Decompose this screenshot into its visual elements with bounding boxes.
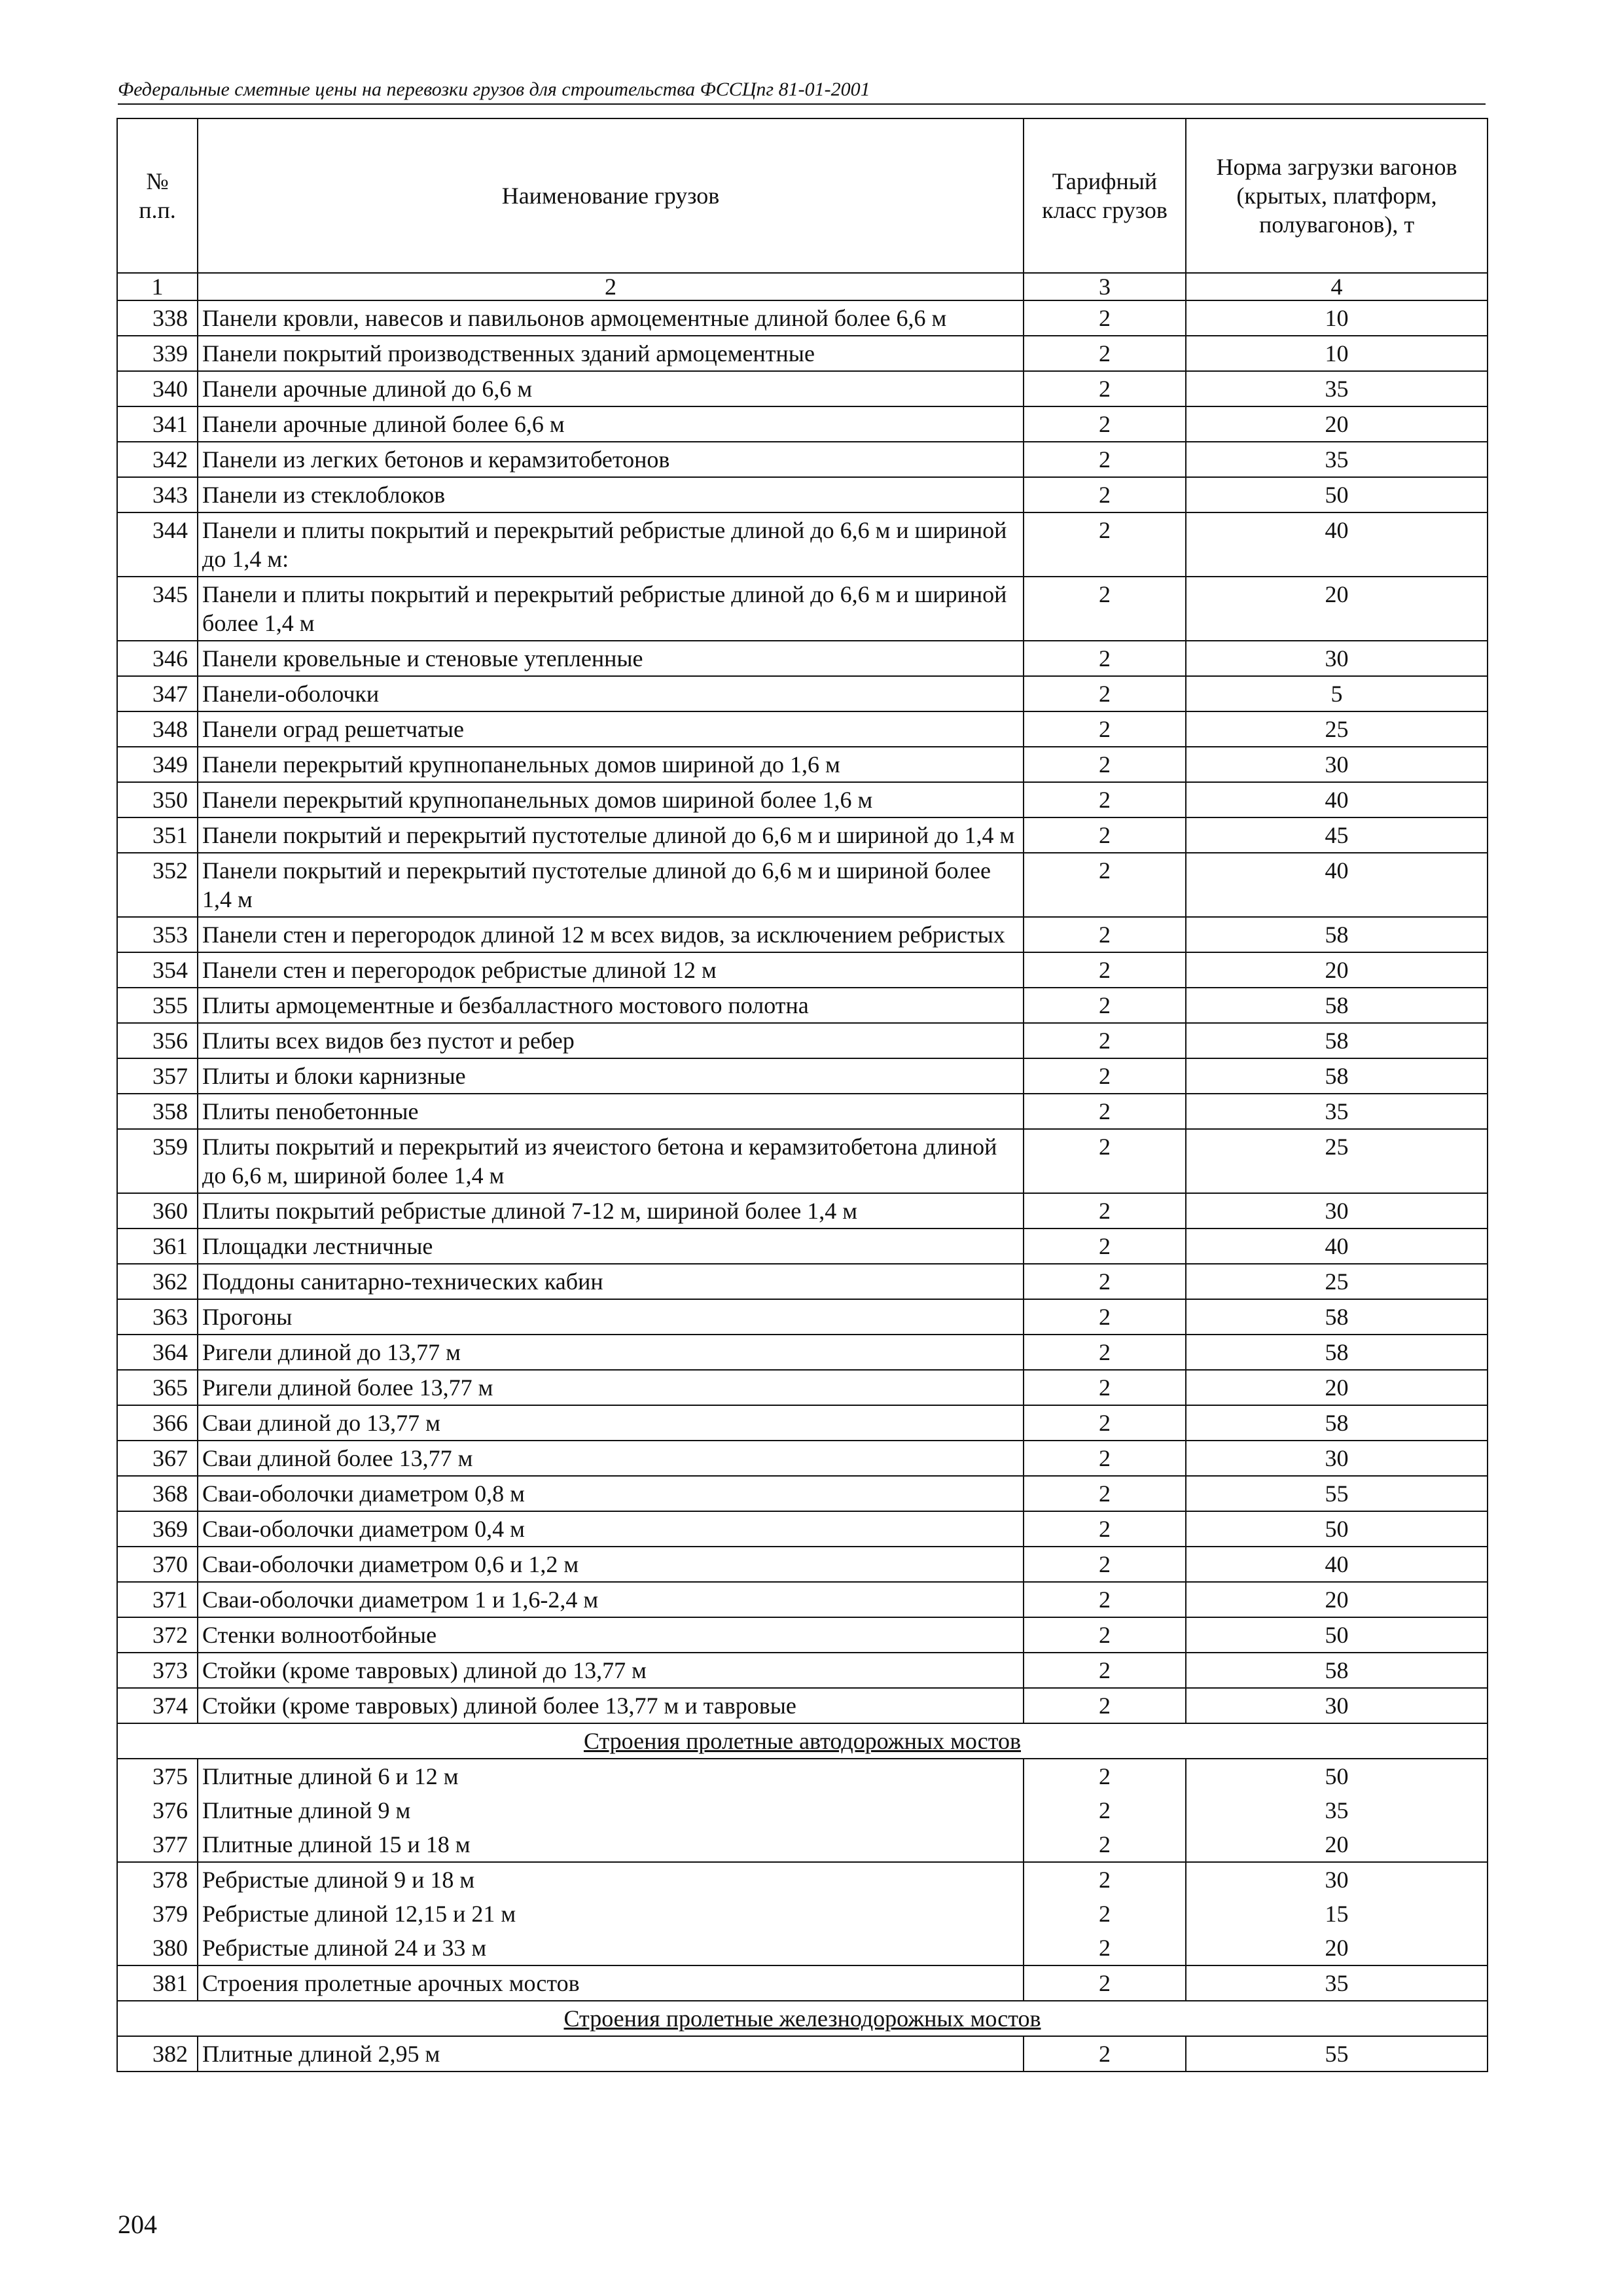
cargo-name: Плиты пенобетонные bbox=[198, 1094, 1024, 1129]
cargo-name: Панели перекрытий крупнопанельных домов шириной более 1,6 м bbox=[198, 782, 1024, 817]
row-number: 372 bbox=[117, 1617, 198, 1653]
tariff-class: 2 bbox=[1024, 1897, 1186, 1931]
tariff-class: 2 bbox=[1024, 336, 1186, 371]
tariff-class: 2 bbox=[1024, 1370, 1186, 1405]
tariff-class: 2 bbox=[1024, 371, 1186, 406]
row-number: 351 bbox=[117, 817, 198, 853]
table-row bbox=[117, 1965, 1488, 2001]
row-number: 363 bbox=[117, 1299, 198, 1335]
row-number: 378 bbox=[117, 1862, 198, 1897]
table-header-row bbox=[117, 118, 1488, 273]
table-row bbox=[117, 1264, 1488, 1299]
row-number: 361 bbox=[117, 1229, 198, 1264]
row-number: 382 bbox=[117, 2036, 198, 2072]
auto-group-ribbed bbox=[117, 1862, 1488, 1965]
row-number: 380 bbox=[117, 1931, 198, 1965]
cargo-name: Панели арочные длиной до 6,6 м bbox=[198, 371, 1024, 406]
table-row bbox=[117, 952, 1488, 988]
cargo-name: Панели и плиты покрытий и перекрытий ребристые длиной до 6,6 м и шириной более 1,4 м bbox=[198, 577, 1024, 641]
tariff-class: 2 bbox=[1024, 512, 1186, 577]
load-norm: 30 bbox=[1186, 641, 1488, 676]
cargo-name: Плиты всех видов без пустот и ребер bbox=[198, 1023, 1024, 1058]
cargo-name: Плиты армоцементные и безбалластного мостового полотна bbox=[198, 988, 1024, 1023]
cargo-name: Панели оград решетчатые bbox=[198, 711, 1024, 747]
cargo-name: Панели-оболочки bbox=[198, 676, 1024, 711]
table-row bbox=[117, 853, 1488, 917]
row-number: 346 bbox=[117, 641, 198, 676]
column-number-row bbox=[117, 273, 1488, 300]
table-row bbox=[117, 371, 1488, 406]
tariff-class: 2 bbox=[1024, 1547, 1186, 1582]
load-norm: 10 bbox=[1186, 300, 1488, 336]
page-number: 204 bbox=[118, 2210, 157, 2239]
tariff-class: 2 bbox=[1024, 477, 1186, 512]
row-number: 365 bbox=[117, 1370, 198, 1405]
table-row bbox=[117, 1653, 1488, 1688]
tariff-class: 2 bbox=[1024, 1653, 1186, 1688]
table-row bbox=[117, 1897, 1488, 1931]
load-norm: 20 bbox=[1186, 1827, 1488, 1862]
load-norm: 58 bbox=[1186, 1405, 1488, 1441]
tail-rows bbox=[117, 1965, 1488, 2072]
load-norm: 35 bbox=[1186, 1965, 1488, 2001]
table-row bbox=[117, 477, 1488, 512]
row-number: 353 bbox=[117, 917, 198, 952]
cargo-name: Панели перекрытий крупнопанельных домов шириной до 1,6 м bbox=[198, 747, 1024, 782]
row-number: 368 bbox=[117, 1476, 198, 1511]
row-number: 369 bbox=[117, 1511, 198, 1547]
row-number: 348 bbox=[117, 711, 198, 747]
row-number: 345 bbox=[117, 577, 198, 641]
table-row bbox=[117, 1094, 1488, 1129]
cargo-name: Панели покрытий и перекрытий пустотелые длиной до 6,6 м и шириной более 1,4 м bbox=[198, 853, 1024, 917]
table-row bbox=[117, 676, 1488, 711]
tariff-class: 2 bbox=[1024, 1264, 1186, 1299]
tariff-class: 2 bbox=[1024, 1511, 1186, 1547]
table-row bbox=[117, 917, 1488, 952]
load-norm: 40 bbox=[1186, 853, 1488, 917]
tariff-class: 2 bbox=[1024, 676, 1186, 711]
section-heading: Строения пролетные автодорожных мостов bbox=[117, 1723, 1488, 1759]
cargo-name: Ребристые длиной 12,15 и 21 м bbox=[198, 1897, 1024, 1931]
row-number: 349 bbox=[117, 747, 198, 782]
cargo-name: Панели и плиты покрытий и перекрытий ребристые длиной до 6,6 м и шириной до 1,4 м: bbox=[198, 512, 1024, 577]
load-norm: 35 bbox=[1186, 442, 1488, 477]
load-norm: 30 bbox=[1186, 1193, 1488, 1229]
section-heading-row bbox=[117, 2001, 1488, 2036]
cargo-name: Сваи-оболочки диаметром 0,6 и 1,2 м bbox=[198, 1547, 1024, 1582]
table-row bbox=[117, 1582, 1488, 1617]
row-number: 367 bbox=[117, 1441, 198, 1476]
cargo-name: Стенки волноотбойные bbox=[198, 1617, 1024, 1653]
tariff-class: 2 bbox=[1024, 406, 1186, 442]
row-number: 357 bbox=[117, 1058, 198, 1094]
load-norm: 20 bbox=[1186, 1370, 1488, 1405]
load-norm: 40 bbox=[1186, 782, 1488, 817]
table-row bbox=[117, 988, 1488, 1023]
table-row bbox=[117, 1617, 1488, 1653]
cargo-name: Строения пролетные арочных мостов bbox=[198, 1965, 1024, 2001]
load-norm: 30 bbox=[1186, 1862, 1488, 1897]
tariff-class: 2 bbox=[1024, 1023, 1186, 1058]
tariff-class: 2 bbox=[1024, 1617, 1186, 1653]
table-row bbox=[117, 577, 1488, 641]
tariff-class: 2 bbox=[1024, 1827, 1186, 1862]
tariff-class: 2 bbox=[1024, 1335, 1186, 1370]
table-row bbox=[117, 747, 1488, 782]
header-rule bbox=[118, 103, 1486, 105]
tariff-class: 2 bbox=[1024, 782, 1186, 817]
cargo-name: Прогоны bbox=[198, 1299, 1024, 1335]
row-number: 379 bbox=[117, 1897, 198, 1931]
load-norm: 20 bbox=[1186, 952, 1488, 988]
cargo-name: Стойки (кроме тавровых) длиной более 13,77 м и тавровые bbox=[198, 1688, 1024, 1723]
tariff-class: 2 bbox=[1024, 747, 1186, 782]
tariff-class: 2 bbox=[1024, 917, 1186, 952]
table-row bbox=[117, 711, 1488, 747]
load-norm: 45 bbox=[1186, 817, 1488, 853]
cargo-name: Панели арочные длиной более 6,6 м bbox=[198, 406, 1024, 442]
tariff-class: 2 bbox=[1024, 1931, 1186, 1965]
table-row bbox=[117, 336, 1488, 371]
load-norm: 30 bbox=[1186, 747, 1488, 782]
tariff-class: 2 bbox=[1024, 1965, 1186, 2001]
cargo-name: Сваи-оболочки диаметром 1 и 1,6-2,4 м bbox=[198, 1582, 1024, 1617]
load-norm: 58 bbox=[1186, 988, 1488, 1023]
table-row bbox=[117, 1547, 1488, 1582]
table-row bbox=[117, 1476, 1488, 1511]
load-norm: 50 bbox=[1186, 1617, 1488, 1653]
cargo-name: Плитные длиной 9 м bbox=[198, 1793, 1024, 1827]
load-norm: 58 bbox=[1186, 1023, 1488, 1058]
load-norm: 58 bbox=[1186, 1653, 1488, 1688]
row-number: 339 bbox=[117, 336, 198, 371]
tariff-class: 2 bbox=[1024, 711, 1186, 747]
tariff-class: 2 bbox=[1024, 853, 1186, 917]
row-number: 370 bbox=[117, 1547, 198, 1582]
table-row bbox=[117, 1370, 1488, 1405]
col-norm-header: Норма загрузки вагонов (крытых, платформ, полувагонов), т bbox=[1186, 118, 1488, 273]
cargo-name: Панели кровли, навесов и павильонов армоцементные длиной более 6,6 м bbox=[198, 300, 1024, 336]
table-row bbox=[117, 1129, 1488, 1193]
table-row bbox=[117, 1759, 1488, 1793]
cargo-name: Панели кровельные и стеновые утепленные bbox=[198, 641, 1024, 676]
table-row bbox=[117, 1511, 1488, 1547]
load-norm: 35 bbox=[1186, 1094, 1488, 1129]
load-norm: 55 bbox=[1186, 2036, 1488, 2072]
load-norm: 55 bbox=[1186, 1476, 1488, 1511]
tariff-class: 2 bbox=[1024, 1582, 1186, 1617]
load-norm: 30 bbox=[1186, 1688, 1488, 1723]
row-number: 347 bbox=[117, 676, 198, 711]
table-row bbox=[117, 442, 1488, 477]
row-number: 340 bbox=[117, 371, 198, 406]
tariff-class: 2 bbox=[1024, 442, 1186, 477]
auto-bridges-section bbox=[117, 1723, 1488, 1759]
tariff-class: 2 bbox=[1024, 1476, 1186, 1511]
tariff-class: 2 bbox=[1024, 817, 1186, 853]
table-row bbox=[117, 406, 1488, 442]
row-number: 377 bbox=[117, 1827, 198, 1862]
tariff-class: 2 bbox=[1024, 1688, 1186, 1723]
tariff-class: 2 bbox=[1024, 988, 1186, 1023]
tariff-class: 2 bbox=[1024, 1129, 1186, 1193]
tariff-class: 2 bbox=[1024, 1229, 1186, 1264]
tariff-class: 2 bbox=[1024, 1193, 1186, 1229]
section-heading: Строения пролетные железнодорожных мостов bbox=[117, 2001, 1488, 2036]
row-number: 381 bbox=[117, 1965, 198, 2001]
section-heading-row bbox=[117, 1723, 1488, 1759]
cargo-name: Плитные длиной 6 и 12 м bbox=[198, 1759, 1024, 1793]
auto-group-slab bbox=[117, 1759, 1488, 1862]
row-number: 342 bbox=[117, 442, 198, 477]
row-number: 352 bbox=[117, 853, 198, 917]
tariff-class: 2 bbox=[1024, 1405, 1186, 1441]
load-norm: 58 bbox=[1186, 1335, 1488, 1370]
tariff-class: 2 bbox=[1024, 1058, 1186, 1094]
cargo-name: Сваи длиной более 13,77 м bbox=[198, 1441, 1024, 1476]
table-row bbox=[117, 1023, 1488, 1058]
cargo-name: Сваи длиной до 13,77 м bbox=[198, 1405, 1024, 1441]
cargo-name: Плиты покрытий и перекрытий из ячеистого бетона и керамзитобетона длиной до 6,6 м, шириной более 1,4 м bbox=[198, 1129, 1024, 1193]
load-norm: 20 bbox=[1186, 1931, 1488, 1965]
load-norm: 20 bbox=[1186, 577, 1488, 641]
tariff-class: 2 bbox=[1024, 1793, 1186, 1827]
col-number: 1 bbox=[117, 273, 198, 300]
cargo-name: Плиты и блоки карнизные bbox=[198, 1058, 1024, 1094]
load-norm: 58 bbox=[1186, 1299, 1488, 1335]
row-number: 354 bbox=[117, 952, 198, 988]
row-number: 375 bbox=[117, 1759, 198, 1793]
table-row bbox=[117, 1299, 1488, 1335]
load-norm: 58 bbox=[1186, 1058, 1488, 1094]
row-number: 364 bbox=[117, 1335, 198, 1370]
row-number: 376 bbox=[117, 1793, 198, 1827]
cargo-name: Ребристые длиной 9 и 18 м bbox=[198, 1862, 1024, 1897]
cargo-name: Сваи-оболочки диаметром 0,4 м bbox=[198, 1511, 1024, 1547]
load-norm: 20 bbox=[1186, 406, 1488, 442]
load-norm: 35 bbox=[1186, 1793, 1488, 1827]
table-row bbox=[117, 782, 1488, 817]
row-number: 356 bbox=[117, 1023, 198, 1058]
row-number: 366 bbox=[117, 1405, 198, 1441]
load-norm: 40 bbox=[1186, 512, 1488, 577]
col-name-header: Наименование грузов bbox=[198, 118, 1024, 273]
tariff-class: 2 bbox=[1024, 2036, 1186, 2072]
table-row bbox=[117, 1827, 1488, 1862]
tariff-class: 2 bbox=[1024, 1441, 1186, 1476]
row-number: 362 bbox=[117, 1264, 198, 1299]
row-number: 359 bbox=[117, 1129, 198, 1193]
table-row bbox=[117, 1931, 1488, 1965]
tariff-class: 2 bbox=[1024, 1862, 1186, 1897]
cargo-name: Сваи-оболочки диаметром 0,8 м bbox=[198, 1476, 1024, 1511]
tariff-class: 2 bbox=[1024, 1759, 1186, 1793]
tariff-class: 2 bbox=[1024, 577, 1186, 641]
table-row bbox=[117, 1229, 1488, 1264]
cargo-name: Поддоны санитарно-технических кабин bbox=[198, 1264, 1024, 1299]
row-number: 358 bbox=[117, 1094, 198, 1129]
col-num-header: № п.п. bbox=[117, 118, 198, 273]
load-norm: 25 bbox=[1186, 1264, 1488, 1299]
load-norm: 10 bbox=[1186, 336, 1488, 371]
load-norm: 25 bbox=[1186, 711, 1488, 747]
running-header: Федеральные сметные цены на перевозки грузов для строительства ФССЦпг 81-01-2001 bbox=[118, 79, 870, 100]
col-tariff-header: Тарифный класс грузов bbox=[1024, 118, 1186, 273]
cargo-name: Панели из стеклоблоков bbox=[198, 477, 1024, 512]
main-rows bbox=[117, 300, 1488, 1723]
cargo-name: Ригели длиной до 13,77 м bbox=[198, 1335, 1024, 1370]
row-number: 344 bbox=[117, 512, 198, 577]
load-norm: 50 bbox=[1186, 477, 1488, 512]
load-norm: 40 bbox=[1186, 1229, 1488, 1264]
tariff-class: 2 bbox=[1024, 641, 1186, 676]
cargo-name: Плитные длиной 2,95 м bbox=[198, 2036, 1024, 2072]
cargo-name: Панели из легких бетонов и керамзитобетонов bbox=[198, 442, 1024, 477]
load-norm: 25 bbox=[1186, 1129, 1488, 1193]
col-number: 4 bbox=[1186, 273, 1488, 300]
row-number: 373 bbox=[117, 1653, 198, 1688]
table-row bbox=[117, 1405, 1488, 1441]
table-row bbox=[117, 1193, 1488, 1229]
row-number: 343 bbox=[117, 477, 198, 512]
row-number: 360 bbox=[117, 1193, 198, 1229]
load-norm: 50 bbox=[1186, 1759, 1488, 1793]
col-number: 2 bbox=[198, 273, 1024, 300]
load-norm: 15 bbox=[1186, 1897, 1488, 1931]
load-norm: 35 bbox=[1186, 371, 1488, 406]
row-number: 371 bbox=[117, 1582, 198, 1617]
cargo-name: Плиты покрытий ребристые длиной 7-12 м, шириной более 1,4 м bbox=[198, 1193, 1024, 1229]
load-norm: 5 bbox=[1186, 676, 1488, 711]
cargo-name: Панели стен и перегородок длиной 12 м всех видов, за исключением ребристых bbox=[198, 917, 1024, 952]
table-row bbox=[117, 1862, 1488, 1897]
tariff-class: 2 bbox=[1024, 1094, 1186, 1129]
row-number: 338 bbox=[117, 300, 198, 336]
cargo-name: Панели стен и перегородок ребристые длиной 12 м bbox=[198, 952, 1024, 988]
table-row bbox=[117, 817, 1488, 853]
load-norm: 30 bbox=[1186, 1441, 1488, 1476]
row-number: 341 bbox=[117, 406, 198, 442]
table-row bbox=[117, 1335, 1488, 1370]
table-row bbox=[117, 512, 1488, 577]
row-number: 374 bbox=[117, 1688, 198, 1723]
table-row bbox=[117, 1058, 1488, 1094]
load-norm: 58 bbox=[1186, 917, 1488, 952]
tariff-class: 2 bbox=[1024, 300, 1186, 336]
load-norm: 40 bbox=[1186, 1547, 1488, 1582]
col-number: 3 bbox=[1024, 273, 1186, 300]
table-row bbox=[117, 2036, 1488, 2072]
cargo-name: Плитные длиной 15 и 18 м bbox=[198, 1827, 1024, 1862]
load-norm: 20 bbox=[1186, 1582, 1488, 1617]
table-row bbox=[117, 641, 1488, 676]
table-row bbox=[117, 1793, 1488, 1827]
cargo-name: Панели покрытий производственных зданий армоцементные bbox=[198, 336, 1024, 371]
table-row bbox=[117, 1688, 1488, 1723]
row-number: 355 bbox=[117, 988, 198, 1023]
cargo-name: Ригели длиной более 13,77 м bbox=[198, 1370, 1024, 1405]
cargo-name: Площадки лестничные bbox=[198, 1229, 1024, 1264]
cargo-table bbox=[116, 118, 1488, 2072]
cargo-name: Панели покрытий и перекрытий пустотелые длиной до 6,6 м и шириной до 1,4 м bbox=[198, 817, 1024, 853]
load-norm: 50 bbox=[1186, 1511, 1488, 1547]
table-row bbox=[117, 300, 1488, 336]
cargo-name: Ребристые длиной 24 и 33 м bbox=[198, 1931, 1024, 1965]
table-row bbox=[117, 1441, 1488, 1476]
tariff-class: 2 bbox=[1024, 952, 1186, 988]
tariff-class: 2 bbox=[1024, 1299, 1186, 1335]
row-number: 350 bbox=[117, 782, 198, 817]
cargo-name: Стойки (кроме тавровых) длиной до 13,77 м bbox=[198, 1653, 1024, 1688]
